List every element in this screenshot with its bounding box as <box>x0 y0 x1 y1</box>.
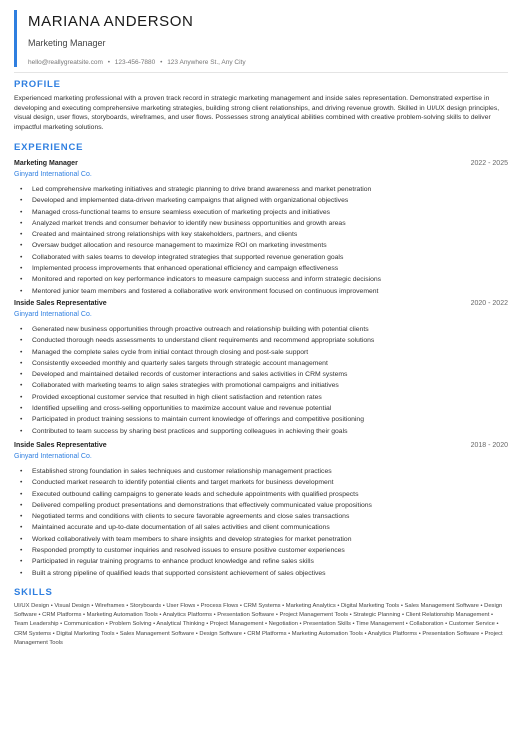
job-bullet-item: • Identified upselling and cross-selling opportunities to maximize account value and revenue potential <box>14 403 508 414</box>
job-title: Inside Sales Representative <box>14 442 107 449</box>
job-bullet-item: • Developed and maintained detailed records of customer interactions and sales activities in CRM systems <box>14 369 508 380</box>
job-bullet-item: • Analyzed market trends and consumer behavior to identify new business opportunities and growth areas <box>14 218 508 229</box>
contact-phone: 123-456-7880 <box>114 59 156 66</box>
job-bullet-item: • Worked collaboratively with team members to share insights and develop strategies for market penetration <box>14 534 508 545</box>
job-bullet-item: • Built a strong pipeline of qualified leads that supported consistent achievement of sales objectives <box>14 568 508 579</box>
job-bullet-item: • Executed outbound calling campaigns to generate leads and schedule appointments with qualified prospects <box>14 489 508 500</box>
skills-heading: SKILLS <box>14 587 53 598</box>
job-bullets <box>14 184 508 297</box>
job-bullet-item: • Participated in regular training programs to enhance product knowledge and refine sales skills <box>14 556 508 567</box>
job-entry <box>14 441 508 579</box>
job-bullet-item: • Conducted thorough needs assessments to understand client requirements and recommend appropriate solutions <box>14 335 508 346</box>
job-bullet-item: • Conducted market research to identify potential clients and target markets for business development <box>14 477 508 488</box>
job-bullet-item: • Oversaw budget allocation and resource management to maximize ROI on marketing investments <box>14 240 508 251</box>
job-bullets <box>14 324 508 437</box>
job-bullet-item: • Established strong foundation in sales techniques and customer relationship management practices <box>14 466 508 477</box>
job-bullet-item: • Generated new business opportunities through proactive outreach and relationship building with potential clients <box>14 324 508 335</box>
candidate-title: Marketing Manager <box>28 38 106 48</box>
resume-header <box>14 10 520 67</box>
job-bullet-item: • Implemented process improvements that enhanced operational efficiency and campaign effectiveness <box>14 263 508 274</box>
skills-list: UI/UX Design • Visual Design • Wireframes • Storyboards • User Flows • Process Flows • CRM Systems • Marketing Analytics • Digital Marketing Tools • Sales Management Software • Design Software • CRM Platforms • Marketing Automation Tools • Analytics Platforms • Presentation Software • Project Management Tools • Strategic Planning • Client Relationship Management • Team Leadership • Communication • Problem Solving • Analytical Thinking • Project Management • Negotiation • Presentation Skills • Time Management • Collaboration • Customer Service • CRM Systems • Digital Marketing Tools • Sales Management Software • Design Software • CRM Platforms • Marketing Automation Tools • Analytics Platforms • Presentation Software • Project Management Tools <box>14 603 503 646</box>
job-bullet-item: • Negotiated terms and conditions with clients to secure favorable agreements and close sales transactions <box>14 511 508 522</box>
job-company: Ginyard International Co. <box>14 311 92 318</box>
job-bullet-item: • Maintained accurate and up-to-date documentation of all sales activities and client communications <box>14 522 508 533</box>
job-bullet-item: • Responded promptly to customer inquiries and resolved issues to ensure positive customer experiences <box>14 545 508 556</box>
job-company: Ginyard International Co. <box>14 171 92 178</box>
job-bullet-item: • Created and maintained strong relationships with key stakeholders, partners, and clients <box>14 229 508 240</box>
job-dates: 2022 - 2025 <box>470 160 508 167</box>
job-bullets <box>14 466 508 579</box>
job-dates: 2018 - 2020 <box>470 442 508 449</box>
profile-heading: PROFILE <box>14 79 61 90</box>
header-divider <box>14 72 508 73</box>
candidate-name: MARIANA ANDERSON <box>28 13 194 30</box>
job-bullet-item: • Consistently exceeded monthly and quarterly sales targets through strategic account management <box>14 358 508 369</box>
contact-line <box>28 58 520 67</box>
job-dates: 2020 - 2022 <box>470 300 508 307</box>
job-bullet-item: • Collaborated with sales teams to develop integrated strategies that supported revenue generation goals <box>14 252 508 263</box>
job-bullet-item: • Developed and implemented data-driven marketing campaigns that aligned with organizational objectives <box>14 195 508 206</box>
job-title: Inside Sales Representative <box>14 300 107 307</box>
profile-summary: Experienced marketing professional with a proven track record in strategic marketing management and inside sales representation. Demonstrated expertise in developing and executing comprehensive marketing strategies, building strong client relationships, and driving revenue growth. Skilled in UI/UX design principles, visual design, user flows, storyboards, wireframes, and user flows. Possesses strong analytical abilities combined with creative problem-solving skills to deliver impactful marketing solutions. <box>14 95 500 131</box>
job-bullet-item: • Contributed to team success by sharing best practices and supporting colleagues in achieving their goals <box>14 426 508 437</box>
contact-address: 123 Anywhere St., Any City <box>167 59 246 66</box>
job-bullet-item: • Delivered compelling product presentations and demonstrations that effectively communicated value propositions <box>14 500 508 511</box>
job-entry <box>14 159 508 297</box>
contact-email[interactable]: hello@reallygreatsite.com <box>28 59 103 66</box>
contact-separator: • <box>160 59 163 66</box>
job-bullet-item: • Collaborated with marketing teams to align sales strategies with promotional campaigns and initiatives <box>14 380 508 391</box>
contact-separator: • <box>107 59 110 66</box>
experience-heading: EXPERIENCE <box>14 142 84 153</box>
job-title: Marketing Manager <box>14 160 78 167</box>
job-bullet-item: • Mentored junior team members and fostered a collaborative work environment focused on continuous improvement <box>14 286 508 297</box>
job-bullet-item: • Monitored and reported on key performance indicators to measure campaign success and inform strategic decisions <box>14 274 508 285</box>
job-bullet-item: • Led comprehensive marketing initiatives and strategic planning to drive brand awareness and market penetration <box>14 184 508 195</box>
job-entry <box>14 299 508 437</box>
job-company: Ginyard International Co. <box>14 453 92 460</box>
job-bullet-item: • Provided exceptional customer service that resulted in high client satisfaction and retention rates <box>14 392 508 403</box>
job-bullet-item: • Participated in product training sessions to maintain current knowledge of offerings and competitive positioning <box>14 414 508 425</box>
job-bullet-item: • Managed cross-functional teams to ensure seamless execution of marketing projects and initiatives <box>14 207 508 218</box>
job-bullet-item: • Managed the complete sales cycle from initial contact through closing and post-sale support <box>14 347 508 358</box>
